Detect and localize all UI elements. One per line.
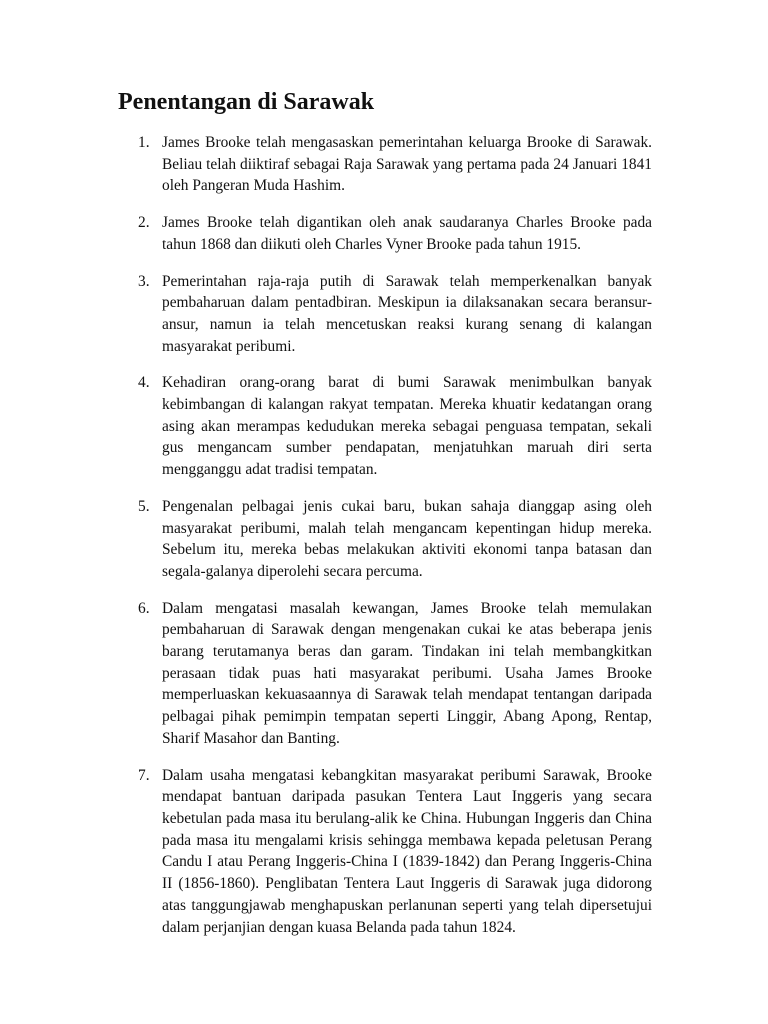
list-item (118, 496, 652, 583)
list-item-number: 3. (138, 272, 150, 290)
list-item-text: James Brooke telah digantikan oleh anak saudaranya Charles Brooke pada tahun 1868 dan diikuti oleh Charles Vyner Brooke pada tahun 1915. (162, 214, 652, 253)
list-item-text: Dalam mengatasi masalah kewangan, James Brooke telah memulakan pembaharuan di Sarawak dengan mengenakan cukai ke atas beberapa jenis barang terutamanya beras dan garam. Tindakan ini telah membangkitkan perasaan tidak puas hati masyarakat peribumi. Usaha James Brooke memperluaskan kekuasaannya di Sarawak telah mendapat tentangan daripada pelbagai pihak pemimpin tempatan seperti Linggir, Abang Apong, Rentap, Sharif Masahor dan Banting. (162, 599, 652, 747)
list-item (118, 765, 652, 939)
list-item (118, 132, 652, 197)
list-item-number: 4. (138, 374, 150, 392)
list-item (118, 271, 652, 358)
list-item (118, 372, 652, 481)
list-item-number: 2. (138, 214, 150, 232)
list-item-text: Kehadiran orang-orang barat di bumi Sarawak menimbulkan banyak kebimbangan di kalangan rakyat tempatan. Mereka khuatir kedatangan orang asing akan merampas kedudukan mereka sebagai penguasa tempatan, sekali gus mengancam sumber pendapatan, menjatuhkan maruah diri serta mengganggu adat tradisi tempatan. (162, 374, 652, 479)
list-item-number: 7. (138, 766, 150, 784)
list-item-text: Pengenalan pelbagai jenis cukai baru, bukan sahaja dianggap asing oleh masyarakat peribumi, malah telah mengancam kepentingan hidup mereka. Sebelum itu, mereka bebas melakukan aktiviti ekonomi tanpa batasan dan segala-galanya diperolehi secara percuma. (162, 497, 652, 580)
page-title: Penentangan di Sarawak (118, 89, 375, 115)
list-item-text: Dalam usaha mengatasi kebangkitan masyarakat peribumi Sarawak, Brooke mendapat bantuan daripada pasukan Tentera Laut Inggeris yang secara kebetulan pada masa itu berulang-alik ke China. Hubungan Inggeris dan China pada masa itu mengalami krisis sehingga membawa kepada peletusan Perang Candu I atau Perang Inggeris-China I (1839-1842) dan Perang Inggeris-China II (1856-1860). Penglibatan Tentera Laut Inggeris di Sarawak juga didorong atas tanggungjawab menghapuskan perlanunan seperti yang telah dipersetujui dalam perjanjian dengan kuasa Belanda pada tahun 1824. (162, 766, 652, 936)
list-item-text: James Brooke telah mengasaskan pemerintahan keluarga Brooke di Sarawak. Beliau telah diiktiraf sebagai Raja Sarawak yang pertama pada 24 Januari 1841 oleh Pangeran Muda Hashim. (162, 134, 652, 195)
list-item-text: Pemerintahan raja-raja putih di Sarawak telah memperkenalkan banyak pembaharuan dalam pentadbiran. Meskipun ia dilaksanakan secara beransur-ansur, namun ia telah mencetuskan reaksi kurang senang di kalangan masyarakat peribumi. (162, 272, 652, 355)
list-item (118, 212, 652, 255)
list-item-number: 6. (138, 599, 150, 617)
numbered-list (118, 132, 652, 953)
list-item-number: 5. (138, 497, 150, 515)
list-item (118, 598, 652, 750)
list-item-number: 1. (138, 134, 150, 151)
